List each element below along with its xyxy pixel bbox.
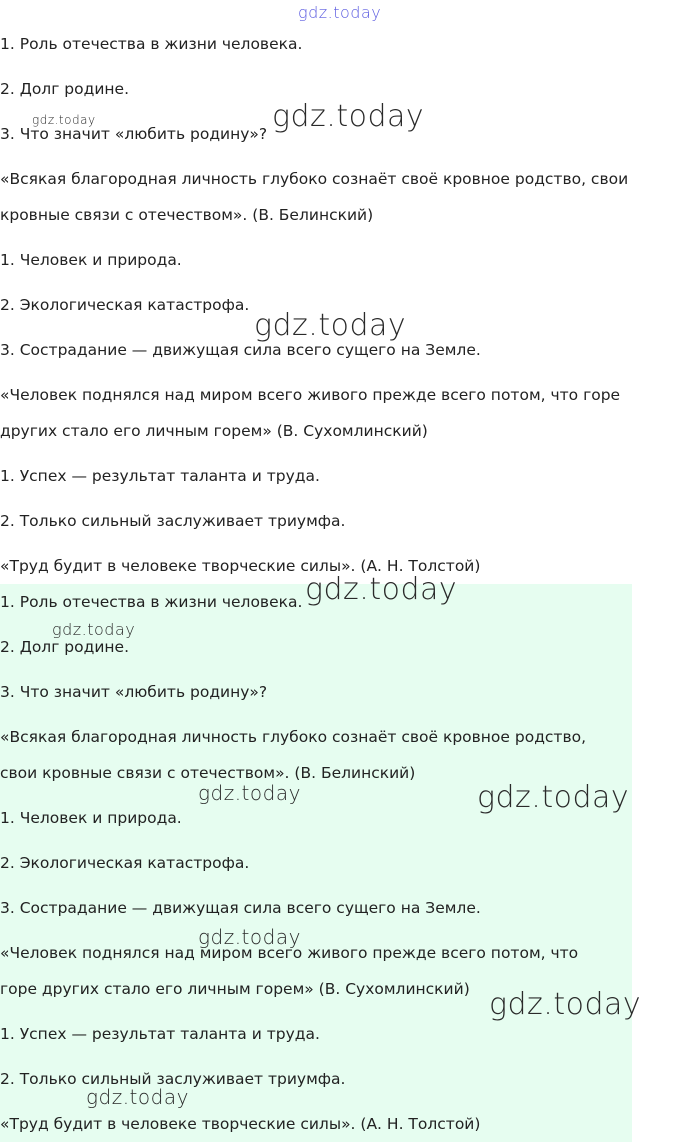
watermark: gdz.today	[32, 113, 96, 127]
watermark: gdz.today	[198, 925, 301, 949]
watermark: gdz.today	[86, 1085, 189, 1109]
watermark: gdz.today	[254, 308, 407, 343]
topic-line: 2. Только сильный заслуживает триумфа.	[0, 1070, 346, 1088]
watermark: gdz.today	[272, 99, 425, 134]
topic-line: 2. Долг родине.	[0, 638, 129, 656]
watermark: gdz.today	[477, 780, 630, 815]
topic-line: 2. Экологическая катастрофа.	[0, 854, 250, 872]
quote-line: кровные связи с отечеством». (В. Белинский)	[0, 206, 374, 224]
topic-line: 1. Человек и природа.	[0, 251, 182, 269]
topic-line: 3. Сострадание — движущая сила всего сущего на Земле.	[0, 341, 481, 359]
topic-line: 1. Успех — результат таланта и труда.	[0, 467, 320, 485]
topic-line: 3. Что значит «любить родину»?	[0, 125, 268, 143]
topic-line: 1. Роль отечества в жизни человека.	[0, 35, 303, 53]
quote-line: «Всякая благородная личность глубоко сознаёт своё кровное родство, свои	[0, 170, 629, 188]
topic-line: 2. Долг родине.	[0, 80, 129, 98]
topic-line: 3. Сострадание — движущая сила всего сущего на Земле.	[0, 899, 481, 917]
topic-line: 2. Только сильный заслуживает триумфа.	[0, 512, 346, 530]
topic-line: 1. Роль отечества в жизни человека.	[0, 593, 303, 611]
topic-line: 1. Успех — результат таланта и труда.	[0, 1025, 320, 1043]
quote-line: «Человек поднялся над миром всего живого прежде всего потом, что горе	[0, 386, 621, 404]
watermark: gdz.today	[298, 3, 382, 22]
topic-line: 3. Что значит «любить родину»?	[0, 683, 268, 701]
watermark: gdz.today	[489, 987, 642, 1022]
watermark: gdz.today	[52, 620, 136, 639]
quote-line: горе других стало его личным горем» (В. Сухомлинский)	[0, 980, 470, 998]
quote-line: свои кровные связи с отечеством». (В. Белинский)	[0, 764, 416, 782]
quote-line: «Труд будит в человеке творческие силы». (А. Н. Толстой)	[0, 1115, 481, 1133]
quote-line: «Всякая благородная личность глубоко сознаёт своё кровное родство,	[0, 728, 587, 746]
watermark: gdz.today	[198, 781, 301, 805]
quote-line: других стало его личным горем» (В. Сухомлинский)	[0, 422, 428, 440]
topic-line: 1. Человек и природа.	[0, 809, 182, 827]
watermark: gdz.today	[305, 572, 458, 607]
topic-line: 2. Экологическая катастрофа.	[0, 296, 250, 314]
quote-line: «Труд будит в человеке творческие силы». (А. Н. Толстой)	[0, 557, 481, 575]
quote-line: «Человек поднялся над миром всего живого прежде всего потом, что	[0, 944, 579, 962]
